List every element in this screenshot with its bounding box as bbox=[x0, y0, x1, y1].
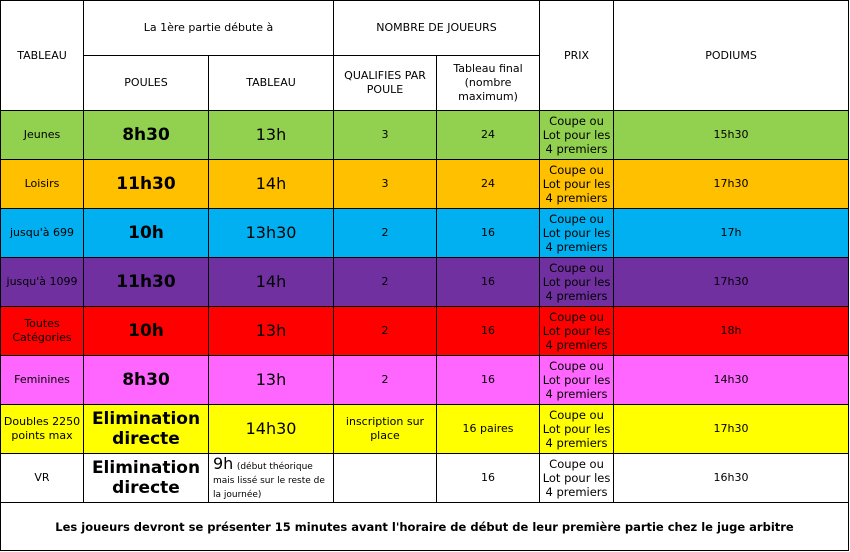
row-poules: 10h bbox=[84, 307, 209, 356]
row-podium: 18h bbox=[614, 307, 849, 356]
row-name: Toutes Catégories bbox=[1, 307, 84, 356]
header-tableau: TABLEAU bbox=[1, 1, 84, 111]
row-final: 16 bbox=[437, 454, 540, 503]
footer-row bbox=[1, 503, 849, 551]
row-tableau: 14h bbox=[209, 258, 334, 307]
header-nombre-joueurs: NOMBRE DE JOUEURS bbox=[334, 1, 540, 56]
row-prix: Coupe ou Lot pour les 4 premiers bbox=[540, 405, 614, 454]
row-name: jusqu'à 699 bbox=[1, 209, 84, 258]
table-row bbox=[1, 405, 849, 454]
row-qualifies: 3 bbox=[334, 111, 437, 160]
row-tableau-note: (début théorique mais lissé sur le reste de la journée) bbox=[213, 462, 325, 500]
row-qualifies: 3 bbox=[334, 160, 437, 209]
row-tableau: 13h30 bbox=[209, 209, 334, 258]
row-poules: 11h30 bbox=[84, 258, 209, 307]
row-podium: 14h30 bbox=[614, 356, 849, 405]
row-tableau: 14h bbox=[209, 160, 334, 209]
row-qualifies: inscription sur place bbox=[334, 405, 437, 454]
row-podium: 17h bbox=[614, 209, 849, 258]
row-prix: Coupe ou Lot pour les 4 premiers bbox=[540, 160, 614, 209]
row-qualifies bbox=[334, 454, 437, 503]
row-tableau: 13h bbox=[209, 111, 334, 160]
row-poules: 10h bbox=[84, 209, 209, 258]
row-final: 16 bbox=[437, 307, 540, 356]
row-prix: Coupe ou Lot pour les 4 premiers bbox=[540, 356, 614, 405]
row-name: Jeunes bbox=[1, 111, 84, 160]
header-tableau-col: TABLEAU bbox=[209, 56, 334, 111]
row-prix: Coupe ou Lot pour les 4 premiers bbox=[540, 209, 614, 258]
row-final: 24 bbox=[437, 111, 540, 160]
row-final: 16 bbox=[437, 258, 540, 307]
header-prix: PRIX bbox=[540, 1, 614, 111]
row-qualifies: 2 bbox=[334, 258, 437, 307]
header-poules: POULES bbox=[84, 56, 209, 111]
row-name: Feminines bbox=[1, 356, 84, 405]
row-tableau: 14h30 bbox=[209, 405, 334, 454]
row-tableau-time: 9h bbox=[213, 454, 234, 473]
row-tableau bbox=[209, 454, 334, 503]
table-row bbox=[1, 209, 849, 258]
row-podium: 17h30 bbox=[614, 258, 849, 307]
table-row bbox=[1, 307, 849, 356]
table-row bbox=[1, 160, 849, 209]
row-qualifies: 2 bbox=[334, 356, 437, 405]
footer-notice: Les joueurs devront se présenter 15 minutes avant l'horaire de début de leur première partie chez le juge arbitre bbox=[1, 503, 849, 551]
row-name: Loisirs bbox=[1, 160, 84, 209]
header-tableau-final: Tableau final (nombre maximum) bbox=[437, 56, 540, 111]
row-name: Doubles 2250 points max bbox=[1, 405, 84, 454]
row-prix: Coupe ou Lot pour les 4 premiers bbox=[540, 307, 614, 356]
row-poules: 11h30 bbox=[84, 160, 209, 209]
row-name: VR bbox=[1, 454, 84, 503]
row-prix: Coupe ou Lot pour les 4 premiers bbox=[540, 258, 614, 307]
row-poules: Elimination directe bbox=[84, 454, 209, 503]
row-podium: 15h30 bbox=[614, 111, 849, 160]
row-name: jusqu'à 1099 bbox=[1, 258, 84, 307]
table-row bbox=[1, 356, 849, 405]
table-row bbox=[1, 111, 849, 160]
row-podium: 16h30 bbox=[614, 454, 849, 503]
row-poules: 8h30 bbox=[84, 111, 209, 160]
table-row bbox=[1, 258, 849, 307]
row-prix: Coupe ou Lot pour les 4 premiers bbox=[540, 111, 614, 160]
row-podium: 17h30 bbox=[614, 405, 849, 454]
row-tableau: 13h bbox=[209, 307, 334, 356]
row-final: 16 bbox=[437, 209, 540, 258]
row-final: 16 bbox=[437, 356, 540, 405]
row-qualifies: 2 bbox=[334, 307, 437, 356]
row-qualifies: 2 bbox=[334, 209, 437, 258]
row-podium: 17h30 bbox=[614, 160, 849, 209]
header-podiums: PODIUMS bbox=[614, 1, 849, 111]
row-prix: Coupe ou Lot pour les 4 premiers bbox=[540, 454, 614, 503]
table-row bbox=[1, 454, 849, 503]
row-final: 16 paires bbox=[437, 405, 540, 454]
header-qualifies: QUALIFIES PAR POULE bbox=[334, 56, 437, 111]
row-tableau: 13h bbox=[209, 356, 334, 405]
row-poules: Elimination directe bbox=[84, 405, 209, 454]
row-poules: 8h30 bbox=[84, 356, 209, 405]
row-final: 24 bbox=[437, 160, 540, 209]
header-debut: La 1ère partie débute à bbox=[84, 1, 334, 56]
